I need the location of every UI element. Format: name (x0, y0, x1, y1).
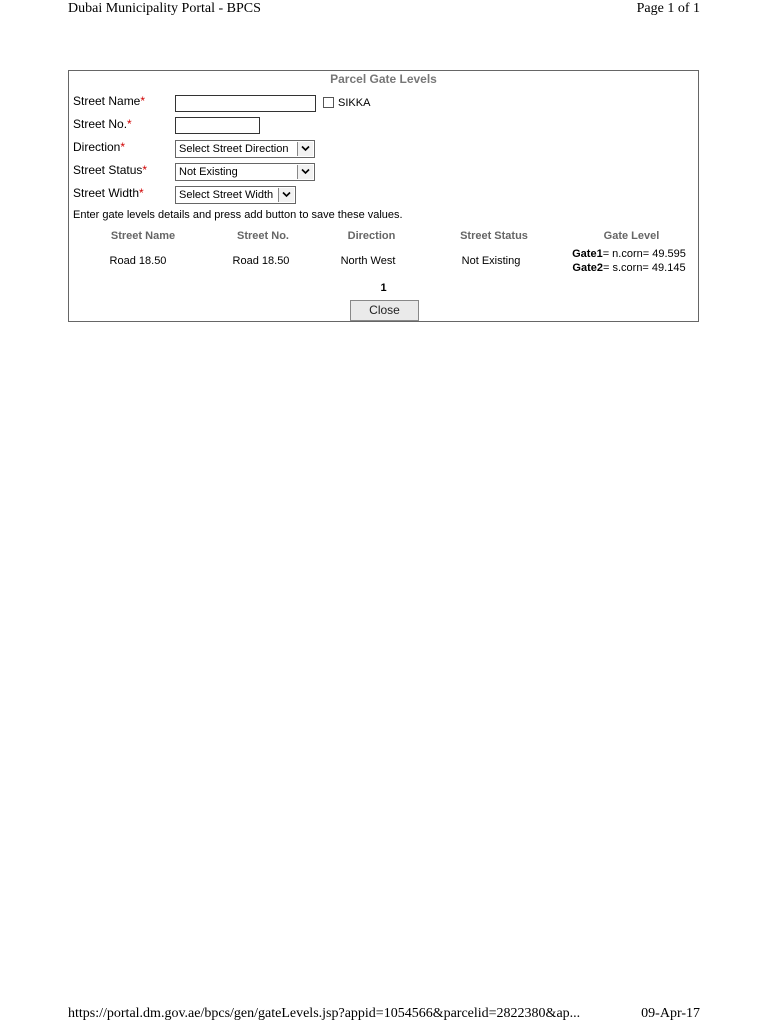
print-header-page: Page 1 of 1 (636, 1, 700, 16)
direction-select[interactable] (175, 140, 315, 158)
pager-current-page[interactable]: 1 (380, 282, 387, 294)
print-footer-url: https://portal.dm.gov.ae/bpcs/gen/gateLevels.jsp?appid=1054566&parcelid=2822380&ap... (68, 1006, 581, 1021)
sikka-label: SIKKA (338, 97, 371, 109)
street-name-row (73, 94, 693, 114)
print-header-title: Dubai Municipality Portal - BPCS (68, 1, 261, 16)
street-width-select[interactable] (175, 186, 296, 204)
th-street-status: Street Status (460, 230, 528, 242)
cell-gate-level (559, 247, 699, 275)
th-direction: Direction (347, 230, 396, 242)
street-width-row (73, 186, 693, 206)
th-street-no: Street No. (237, 230, 289, 242)
street-name-input[interactable] (175, 95, 316, 112)
close-button[interactable]: Close (350, 300, 419, 321)
street-no-label: Street No.* (73, 117, 132, 131)
gate1-line: Gate1= n.corn= 49.595 (572, 248, 686, 260)
street-no-input[interactable] (175, 117, 260, 134)
instructions-text: Enter gate levels details and press add button to save these values. (73, 209, 403, 221)
parcel-gate-levels-panel (68, 70, 699, 322)
th-street-name: Street Name (110, 230, 176, 242)
sikka-checkbox[interactable] (323, 97, 334, 108)
chevron-down-icon (297, 142, 313, 156)
print-footer-date: 09-Apr-17 (641, 1006, 700, 1021)
panel-title: Parcel Gate Levels (330, 72, 437, 86)
street-status-select[interactable] (175, 163, 315, 181)
street-width-label: Street Width* (73, 186, 144, 200)
direction-row (73, 140, 693, 160)
gate2-line: Gate2= s.corn= 49.145 (572, 262, 686, 274)
street-status-label: Street Status* (73, 163, 148, 177)
direction-select-value: Select Street Direction (179, 143, 289, 155)
cell-direction: North West (340, 255, 396, 267)
cell-street-status: Not Existing (461, 255, 521, 267)
street-status-row (73, 163, 693, 183)
street-status-select-value: Not Existing (179, 166, 238, 178)
direction-label: Direction* (73, 140, 126, 154)
chevron-down-icon (297, 165, 313, 179)
street-no-row (73, 117, 693, 137)
print-footer (68, 1006, 700, 1026)
th-gate-level: Gate Level (603, 230, 660, 242)
chevron-down-icon (278, 188, 294, 202)
street-name-label: Street Name* (73, 94, 146, 108)
print-header (68, 0, 700, 20)
cell-street-name: Road 18.50 (109, 255, 167, 267)
cell-street-no: Road 18.50 (232, 255, 290, 267)
street-width-select-value: Select Street Width (179, 189, 274, 201)
